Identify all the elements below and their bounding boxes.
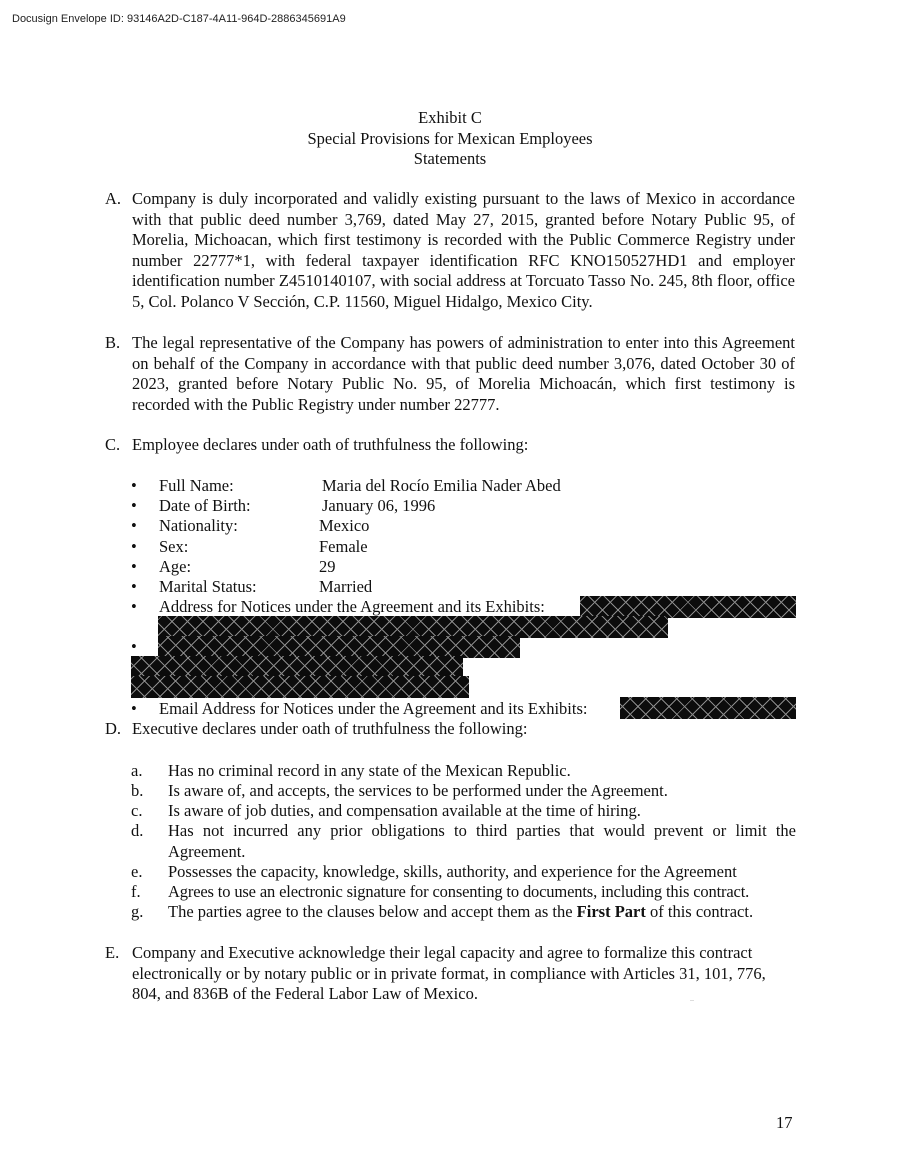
bullet: • bbox=[131, 476, 137, 495]
section-a-text: Company is duly incorporated and validly existing pursuant to the laws of Mexico in accordance with that public deed number 3,769, dated May 27, 2015, granted before Notary Public 95, of Morelia, Michoacan, which first testimony is recorded with the Public Commerce Registry under number 22777*1, with federal taxpayer identification RFC KNO150527HD1 and employer identification number Z4510140107, with social address at Torcuato Tasso No. 245, 8th floor, office 5, Col. Polanco V Sección, C.P. 11560, Miguel Hidalgo, Mexico City. bbox=[132, 189, 795, 311]
item-text-post: of this contract. bbox=[645, 902, 754, 921]
scan-artifact bbox=[690, 1000, 694, 1001]
section-e bbox=[105, 943, 775, 1005]
section-a-label: A. bbox=[105, 189, 122, 208]
item-text-bold: First Part bbox=[576, 902, 646, 921]
section-d-label: D. bbox=[105, 719, 122, 738]
exhibit-subtitle: Special Provisions for Mexican Employees bbox=[307, 128, 593, 148]
executive-item-f bbox=[131, 882, 801, 903]
item-text bbox=[168, 902, 801, 923]
section-c-label: C. bbox=[105, 435, 121, 454]
section-e-text: Company and Executive acknowledge their legal capacity and agree to formalize this contract electronically or by notary public or in private format, in compliance with Articles 31, 101, 776, 804, and 836B of the Federal Labor Law of Mexico. bbox=[132, 943, 766, 1003]
exhibit-title: Exhibit C bbox=[418, 108, 482, 127]
executive-item-e bbox=[131, 862, 796, 883]
redacted-box bbox=[131, 656, 463, 678]
executive-item-c bbox=[131, 801, 796, 822]
item-letter: g. bbox=[131, 902, 144, 921]
section-d-text: Executive declares under oath of truthfulness the following: bbox=[132, 719, 528, 738]
field-value: Female bbox=[319, 537, 368, 556]
section-a bbox=[105, 189, 795, 312]
exhibit-heading bbox=[0, 108, 900, 170]
item-letter: a. bbox=[131, 761, 143, 780]
page-number: 17 bbox=[776, 1113, 793, 1132]
item-text: Has no criminal record in any state of the Mexican Republic. bbox=[168, 761, 571, 780]
field-label: Address for Notices under the Agreement and its Exhibits: bbox=[159, 597, 545, 616]
field-label: Full Name: bbox=[159, 476, 234, 495]
field-value: Maria del Rocío Emilia Nader Abed bbox=[322, 476, 561, 495]
section-b-text: The legal representative of the Company has powers of administration to enter into this Agreement on behalf of the Company in accordance with that public deed number 3,076, dated October 30 of 2023, granted before Notary Public No. 95, of Morelia Michoacán, which first testimony is recorded with the Public Registry under number 22777. bbox=[132, 333, 795, 414]
employee-sex bbox=[131, 537, 801, 558]
exhibit-section-title: Statements bbox=[413, 149, 487, 168]
item-text: Has not incurred any prior obligations to third parties that would prevent or limit the Agreement. bbox=[168, 821, 796, 861]
item-text: Is aware of, and accepts, the services to be performed under the Agreement. bbox=[168, 781, 668, 800]
item-text-pre: The parties agree to the clauses below and accept them as the bbox=[168, 902, 577, 921]
field-value: January 06, 1996 bbox=[322, 496, 436, 515]
field-label: Age: bbox=[159, 557, 192, 576]
bullet: • bbox=[131, 637, 137, 656]
section-d bbox=[105, 719, 795, 740]
item-text: Agrees to use an electronic signature for consenting to documents, including this contract. bbox=[168, 882, 750, 901]
item-text: Possesses the capacity, knowledge, skills, authority, and experience for the Agreement bbox=[168, 862, 737, 881]
redacted-box bbox=[131, 676, 469, 698]
executive-item-b bbox=[131, 781, 796, 802]
item-letter: c. bbox=[131, 801, 143, 820]
field-label: Marital Status: bbox=[159, 577, 257, 596]
field-label: Nationality: bbox=[159, 516, 238, 535]
redacted-box bbox=[620, 697, 796, 719]
employee-date-of-birth bbox=[131, 496, 801, 517]
item-letter: d. bbox=[131, 821, 144, 840]
employee-full-name bbox=[131, 476, 801, 497]
field-label: Email Address for Notices under the Agreement and its Exhibits: bbox=[159, 699, 588, 718]
bullet: • bbox=[131, 557, 137, 576]
item-letter: b. bbox=[131, 781, 144, 800]
bullet: • bbox=[131, 699, 137, 718]
executive-item-d bbox=[131, 821, 796, 862]
section-b bbox=[105, 333, 795, 415]
redacted-box bbox=[580, 596, 796, 618]
section-b-label: B. bbox=[105, 333, 121, 352]
field-value: 29 bbox=[319, 557, 336, 576]
section-c-text: Employee declares under oath of truthfulness the following: bbox=[132, 435, 529, 454]
bullet: • bbox=[131, 516, 137, 535]
employee-age bbox=[131, 557, 801, 578]
bullet: • bbox=[131, 597, 137, 616]
bullet: • bbox=[131, 577, 137, 596]
redacted-box bbox=[158, 636, 520, 658]
executive-item-a bbox=[131, 761, 796, 782]
docusign-envelope-id: Docusign Envelope ID: 93146A2D-C187-4A11-964D-2886345691A9 bbox=[12, 13, 346, 25]
field-value: Married bbox=[319, 577, 373, 596]
employee-nationality bbox=[131, 516, 801, 537]
item-letter: f. bbox=[131, 882, 141, 901]
item-text: Is aware of job duties, and compensation available at the time of hiring. bbox=[168, 801, 641, 820]
section-c bbox=[105, 435, 795, 456]
item-letter: e. bbox=[131, 862, 143, 881]
section-e-label: E. bbox=[105, 943, 120, 962]
field-label: Date of Birth: bbox=[159, 496, 251, 515]
field-label: Sex: bbox=[159, 537, 189, 556]
bullet: • bbox=[131, 496, 137, 515]
executive-item-g bbox=[131, 902, 801, 923]
field-value: Mexico bbox=[319, 516, 370, 535]
redacted-box bbox=[158, 616, 668, 638]
employee-marital-status bbox=[131, 577, 801, 598]
bullet: • bbox=[131, 537, 137, 556]
